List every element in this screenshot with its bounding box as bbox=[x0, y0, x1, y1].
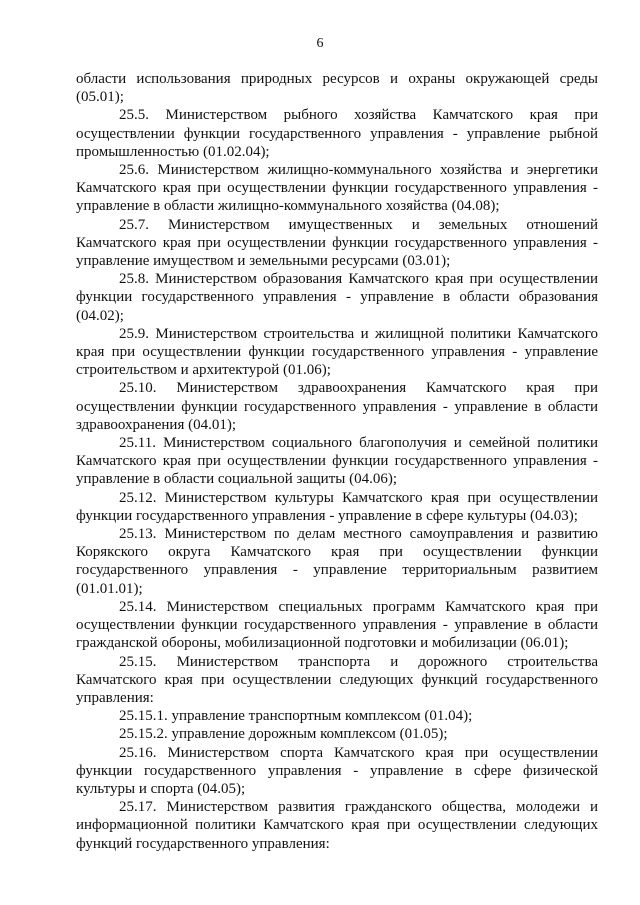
paragraph: 25.17. Министерством развития гражданского общества, молодежи и информационной политики Камчатского края при осуществлении следующих функций государственного управления: bbox=[76, 799, 598, 852]
paragraph: 25.12. Министерством культуры Камчатского края при осуществлении функции государственного управления - управление в сфере культуры (04.03); bbox=[76, 489, 598, 524]
document-body bbox=[76, 70, 598, 853]
paragraph: 25.8. Министерством образования Камчатского края при осуществлении функции государственного управления - управление в области образования (04.02); bbox=[76, 271, 598, 324]
paragraph: 25.9. Министерством строительства и жилищной политики Камчатского края при осуществлении функции государственного управления - управление строительством и архитектурой (01.06); bbox=[76, 325, 598, 379]
paragraph: 25.5. Министерством рыбного хозяйства Камчатского края при осуществлении функции государственного управления - управление рыбной промышленностью (01.02.04); bbox=[76, 107, 598, 160]
paragraph: 25.7. Министерством имущественных и земельных отношений Камчатского края при осуществлении функции государственного управления - управление имуществом и земельными ресурсами (03.01); bbox=[76, 216, 598, 270]
paragraph: 25.11. Министерством социального благополучия и семейной политики Камчатского края при осуществлении функции государственного управления - управление в области социальной защиты (04.06); bbox=[76, 435, 598, 488]
paragraph: 25.15. Министерством транспорта и дорожного строительства Камчатского края при осуществлении следующих функций государственного управления: bbox=[76, 653, 598, 706]
paragraph: 25.14. Министерством специальных программ Камчатского края при осуществлении функции государственного управления - управление в области гражданской обороны, мобилизационной подготовки и мобилизации (06.01); bbox=[76, 598, 598, 652]
paragraph: 25.13. Министерством по делам местного самоуправления и развитию Корякского округа Камчатского края при осуществлении функции государственного управления - управление территориальным развитием (01.01.01); bbox=[76, 526, 598, 597]
paragraph: 25.6. Министерством жилищно-коммунального хозяйства и энергетики Камчатского края при осуществлении функции государственного управления - управление в области жилищно-коммунального хозяйства (04.08); bbox=[76, 162, 598, 215]
paragraph: 25.15.1. управление транспортным комплексом (01.04); bbox=[119, 708, 473, 725]
paragraph: области использования природных ресурсов и охраны окружающей среды (05.01); bbox=[76, 71, 598, 106]
paragraph: 25.10. Министерством здравоохранения Камчатского края при осуществлении функции государственного управления - управление в области здравоохранения (04.01); bbox=[76, 380, 598, 433]
page-number: 6 bbox=[316, 36, 324, 51]
paragraph: 25.16. Министерством спорта Камчатского края при осуществлении функции государственного управления - управление в сфере физической культуры и спорта (04.05); bbox=[76, 744, 598, 797]
paragraph: 25.15.2. управление дорожным комплексом (01.05); bbox=[119, 726, 448, 743]
